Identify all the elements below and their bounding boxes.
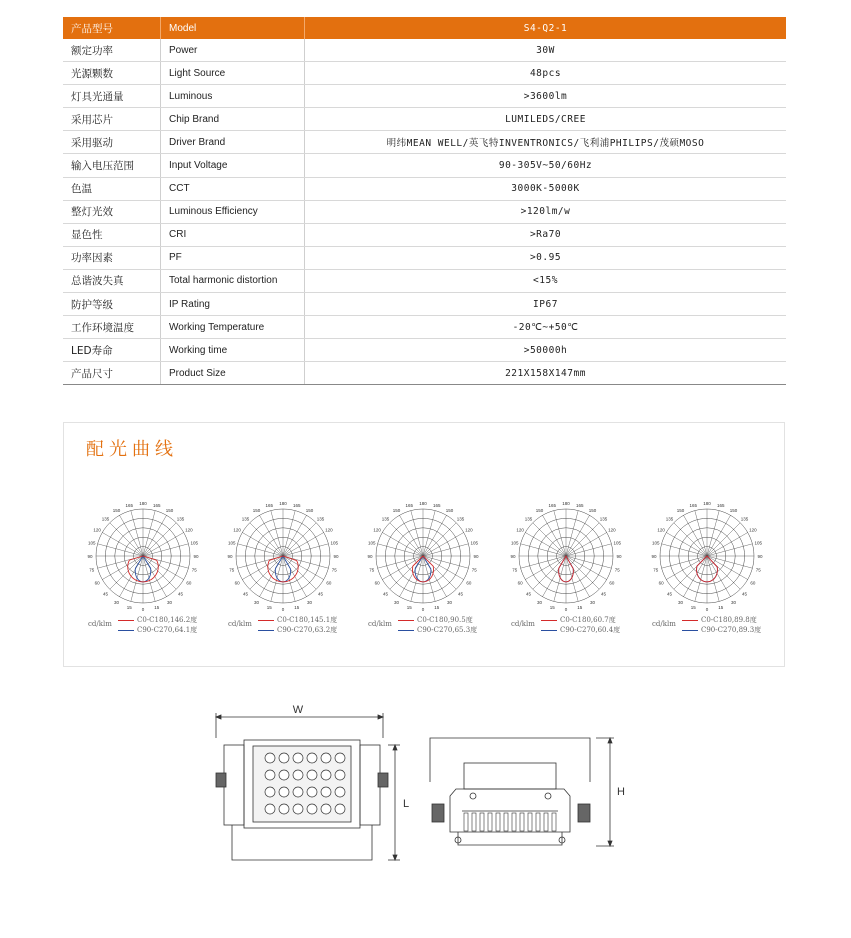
legend-c0-text: C0-C180,60.7度 bbox=[560, 616, 616, 624]
angle-label: 120 bbox=[465, 527, 473, 533]
spec-value: 30W bbox=[305, 39, 787, 62]
angle-label: 165 bbox=[689, 502, 698, 508]
polar-legend bbox=[511, 615, 661, 645]
angle-label: 60 bbox=[658, 580, 664, 586]
spec-label-en: Driver Brand bbox=[161, 131, 305, 154]
spec-row bbox=[63, 269, 786, 292]
angle-label: 105 bbox=[613, 540, 621, 546]
spec-row bbox=[63, 316, 786, 339]
angle-label: 120 bbox=[373, 527, 381, 533]
spec-header-row bbox=[63, 17, 786, 39]
spec-label-en: Working time bbox=[161, 339, 305, 362]
spec-table bbox=[63, 17, 786, 385]
angle-label: 150 bbox=[535, 508, 544, 514]
angle-label: 150 bbox=[676, 508, 685, 514]
light-distribution-panel bbox=[63, 422, 785, 667]
side-view bbox=[430, 738, 614, 846]
angle-label: 30 bbox=[536, 599, 543, 605]
spec-value: IP67 bbox=[305, 293, 787, 316]
angle-label: 120 bbox=[657, 527, 665, 533]
angle-label: 15 bbox=[266, 605, 272, 611]
spec-row bbox=[63, 177, 786, 200]
angle-label: 45 bbox=[317, 591, 324, 597]
spec-value: >120lm/w bbox=[305, 200, 787, 223]
spec-label-en: CCT bbox=[161, 177, 305, 200]
spec-label-zh: 输入电压范围 bbox=[63, 154, 161, 177]
angle-label: 105 bbox=[228, 540, 236, 546]
spec-label-zh: 光源颗数 bbox=[63, 62, 161, 85]
angle-label: 135 bbox=[665, 516, 674, 522]
angle-label: 60 bbox=[517, 580, 523, 586]
angle-label: 150 bbox=[445, 508, 454, 514]
angle-label: 0 bbox=[564, 607, 568, 612]
heatsink-fins bbox=[464, 813, 556, 831]
spec-row bbox=[63, 39, 786, 62]
angle-label: 90 bbox=[193, 554, 199, 559]
angle-label: 75 bbox=[512, 567, 518, 573]
blue-swatch bbox=[118, 630, 134, 631]
angle-label: 150 bbox=[305, 508, 314, 514]
angle-label: 15 bbox=[577, 605, 583, 611]
spec-label-en: Model bbox=[161, 17, 305, 39]
angle-label: 75 bbox=[229, 567, 235, 573]
angle-label: 75 bbox=[755, 567, 761, 573]
angle-label: 180 bbox=[562, 501, 570, 506]
angle-label: 90 bbox=[616, 554, 622, 559]
spec-value: >3600lm bbox=[305, 85, 787, 108]
spec-value: >50000h bbox=[305, 339, 787, 362]
spec-label-en: Chip Brand bbox=[161, 108, 305, 131]
angle-label: 75 bbox=[191, 567, 197, 573]
blue-swatch bbox=[398, 630, 414, 631]
legend-c0 bbox=[682, 615, 757, 625]
legend-c0-text: C0-C180,89.8度 bbox=[701, 616, 757, 624]
spec-label-zh: 总谐波失真 bbox=[63, 269, 161, 292]
angle-label: 105 bbox=[652, 540, 660, 546]
spec-value: >0.95 bbox=[305, 246, 787, 269]
light-distribution-title: 配光曲线 bbox=[86, 439, 178, 460]
legend-c90-text: C90-C270,60.4度 bbox=[560, 626, 621, 634]
angle-label: 90 bbox=[651, 554, 657, 559]
angle-label: 150 bbox=[165, 508, 174, 514]
angle-label: 75 bbox=[89, 567, 95, 573]
angle-label: 30 bbox=[166, 599, 173, 605]
angle-label: 105 bbox=[368, 540, 376, 546]
angle-label: 45 bbox=[242, 591, 249, 597]
angle-label: 45 bbox=[666, 591, 673, 597]
angle-label: 45 bbox=[382, 591, 389, 597]
spec-label-en: CRI bbox=[161, 223, 305, 246]
legend-unit: cd/klm bbox=[511, 620, 535, 628]
red-swatch bbox=[258, 620, 274, 621]
angle-label: 135 bbox=[456, 516, 465, 522]
angle-label: 165 bbox=[152, 502, 161, 508]
spec-label-en: Input Voltage bbox=[161, 154, 305, 177]
spec-label-zh: LED寿命 bbox=[63, 339, 161, 362]
angle-label: 150 bbox=[112, 508, 121, 514]
legend-c90-text: C90-C270,64.1度 bbox=[137, 626, 198, 634]
polar-legend bbox=[368, 615, 518, 645]
angle-label: 105 bbox=[88, 540, 96, 546]
spec-row bbox=[63, 62, 786, 85]
angle-label: 165 bbox=[575, 502, 584, 508]
spec-label-zh: 产品尺寸 bbox=[63, 362, 161, 385]
spec-label-en: PF bbox=[161, 246, 305, 269]
angle-label: 135 bbox=[176, 516, 185, 522]
angle-label: 150 bbox=[252, 508, 261, 514]
blue-swatch bbox=[541, 630, 557, 631]
legend-c0-text: C0-C180,145.1度 bbox=[277, 616, 338, 624]
angle-label: 165 bbox=[265, 502, 274, 508]
angle-label: 30 bbox=[306, 599, 313, 605]
angle-label: 45 bbox=[177, 591, 184, 597]
angle-label: 165 bbox=[432, 502, 441, 508]
angle-label: 0 bbox=[141, 607, 145, 612]
spec-label-en: Luminous bbox=[161, 85, 305, 108]
red-swatch bbox=[682, 620, 698, 621]
height-label: H bbox=[617, 786, 625, 798]
angle-label: 0 bbox=[421, 607, 425, 612]
angle-label: 180 bbox=[279, 501, 287, 506]
spec-row bbox=[63, 223, 786, 246]
spec-label-zh: 功率因素 bbox=[63, 246, 161, 269]
legend-c0 bbox=[258, 615, 337, 625]
spec-label-en: Product Size bbox=[161, 362, 305, 385]
spec-label-zh: 采用芯片 bbox=[63, 108, 161, 131]
angle-label: 30 bbox=[677, 599, 684, 605]
spec-label-zh: 工作环境温度 bbox=[63, 316, 161, 339]
spec-label-zh: 防护等级 bbox=[63, 293, 161, 316]
dimension-drawings bbox=[208, 700, 628, 874]
front-view bbox=[216, 713, 400, 860]
spec-value: 3000K-5000K bbox=[305, 177, 787, 200]
spec-label-zh: 灯具光通量 bbox=[63, 85, 161, 108]
spec-label-en: Light Source bbox=[161, 62, 305, 85]
angle-label: 150 bbox=[729, 508, 738, 514]
angle-label: 120 bbox=[749, 527, 757, 533]
legend-c90 bbox=[541, 625, 620, 635]
angle-label: 105 bbox=[754, 540, 762, 546]
angle-label: 120 bbox=[516, 527, 524, 533]
angle-label: 75 bbox=[471, 567, 477, 573]
angle-label: 105 bbox=[511, 540, 519, 546]
angle-label: 15 bbox=[549, 605, 555, 611]
angle-label: 120 bbox=[608, 527, 616, 533]
angle-label: 120 bbox=[325, 527, 333, 533]
polar-legend bbox=[228, 615, 378, 645]
spec-label-en: Power bbox=[161, 39, 305, 62]
angle-label: 60 bbox=[326, 580, 332, 586]
spec-value: S4-Q2-1 bbox=[305, 17, 787, 39]
angle-label: 90 bbox=[367, 554, 373, 559]
spec-label-zh: 采用驱动 bbox=[63, 131, 161, 154]
spec-row bbox=[63, 131, 786, 154]
spec-row bbox=[63, 339, 786, 362]
angle-label: 15 bbox=[690, 605, 696, 611]
angle-label: 135 bbox=[241, 516, 250, 522]
angle-label: 165 bbox=[716, 502, 725, 508]
angle-label: 30 bbox=[393, 599, 400, 605]
angle-label: 90 bbox=[473, 554, 479, 559]
legend-c90 bbox=[258, 625, 337, 635]
legend-unit: cd/klm bbox=[228, 620, 252, 628]
angle-label: 150 bbox=[588, 508, 597, 514]
spec-label-en: Total harmonic distortion bbox=[161, 269, 305, 292]
spec-row bbox=[63, 293, 786, 316]
angle-label: 60 bbox=[186, 580, 192, 586]
red-swatch bbox=[118, 620, 134, 621]
polar-legend bbox=[88, 615, 238, 645]
spec-row bbox=[63, 154, 786, 177]
legend-c0-text: C0-C180,146.2度 bbox=[137, 616, 198, 624]
angle-label: 75 bbox=[369, 567, 375, 573]
angle-label: 180 bbox=[703, 501, 711, 506]
angle-label: 135 bbox=[740, 516, 749, 522]
angle-label: 90 bbox=[87, 554, 93, 559]
spec-value: LUMILEDS/CREE bbox=[305, 108, 787, 131]
angle-label: 60 bbox=[94, 580, 100, 586]
spec-row bbox=[63, 108, 786, 131]
legend-c0 bbox=[541, 615, 616, 625]
angle-label: 105 bbox=[330, 540, 338, 546]
legend-c90-text: C90-C270,65.3度 bbox=[417, 626, 478, 634]
spec-label-zh: 色温 bbox=[63, 177, 161, 200]
legend-c90-text: C90-C270,89.3度 bbox=[701, 626, 762, 634]
angle-label: 120 bbox=[185, 527, 193, 533]
angle-label: 135 bbox=[316, 516, 325, 522]
spec-value: 48pcs bbox=[305, 62, 787, 85]
angle-label: 30 bbox=[446, 599, 453, 605]
legend-c90 bbox=[118, 625, 197, 635]
angle-label: 0 bbox=[281, 607, 285, 612]
angle-label: 60 bbox=[466, 580, 472, 586]
angle-label: 15 bbox=[406, 605, 412, 611]
spec-label-en: Luminous Efficiency bbox=[161, 200, 305, 223]
spec-row bbox=[63, 246, 786, 269]
angle-label: 120 bbox=[233, 527, 241, 533]
angle-label: 120 bbox=[93, 527, 101, 533]
angle-label: 135 bbox=[101, 516, 110, 522]
legend-c0-text: C0-C180,90.5度 bbox=[417, 616, 473, 624]
spec-row bbox=[63, 200, 786, 223]
angle-label: 180 bbox=[419, 501, 427, 506]
angle-label: 15 bbox=[154, 605, 160, 611]
spec-value: 90-305V~50/60Hz bbox=[305, 154, 787, 177]
angle-label: 60 bbox=[609, 580, 615, 586]
angle-label: 75 bbox=[653, 567, 659, 573]
spec-row bbox=[63, 85, 786, 108]
spec-value: <15% bbox=[305, 269, 787, 292]
angle-label: 45 bbox=[525, 591, 532, 597]
dimension-drawing-svg bbox=[208, 700, 628, 870]
angle-label: 165 bbox=[405, 502, 414, 508]
spec-value: 明纬MEAN WELL/英飞特INVENTRONICS/飞利浦PHILIPS/茂硕MOSO bbox=[305, 131, 787, 154]
angle-label: 135 bbox=[524, 516, 533, 522]
red-swatch bbox=[398, 620, 414, 621]
angle-label: 30 bbox=[253, 599, 260, 605]
angle-label: 105 bbox=[190, 540, 198, 546]
legend-c90 bbox=[682, 625, 761, 635]
angle-label: 165 bbox=[125, 502, 134, 508]
length-label: L bbox=[403, 798, 410, 810]
angle-label: 60 bbox=[750, 580, 756, 586]
spec-row bbox=[63, 362, 786, 385]
angle-label: 75 bbox=[614, 567, 620, 573]
blue-swatch bbox=[682, 630, 698, 631]
spec-label-en: Working Temperature bbox=[161, 316, 305, 339]
angle-label: 30 bbox=[730, 599, 737, 605]
angle-label: 90 bbox=[757, 554, 763, 559]
red-swatch bbox=[541, 620, 557, 621]
legend-c0 bbox=[118, 615, 197, 625]
angle-label: 45 bbox=[457, 591, 464, 597]
angle-label: 15 bbox=[126, 605, 132, 611]
angle-label: 165 bbox=[292, 502, 301, 508]
angle-label: 90 bbox=[333, 554, 339, 559]
legend-c90-text: C90-C270,63.2度 bbox=[277, 626, 338, 634]
angle-label: 45 bbox=[102, 591, 109, 597]
legend-unit: cd/klm bbox=[652, 620, 676, 628]
angle-label: 30 bbox=[589, 599, 596, 605]
angle-label: 0 bbox=[705, 607, 709, 612]
angle-label: 45 bbox=[600, 591, 607, 597]
spec-label-zh: 额定功率 bbox=[63, 39, 161, 62]
legend-c90 bbox=[398, 625, 477, 635]
angle-label: 60 bbox=[234, 580, 240, 586]
legend-unit: cd/klm bbox=[368, 620, 392, 628]
spec-label-zh: 显色性 bbox=[63, 223, 161, 246]
spec-label-zh: 产品型号 bbox=[63, 17, 161, 39]
angle-label: 15 bbox=[434, 605, 440, 611]
spec-label-zh: 整灯光效 bbox=[63, 200, 161, 223]
spec-label-en: IP Rating bbox=[161, 293, 305, 316]
angle-label: 60 bbox=[374, 580, 380, 586]
angle-label: 150 bbox=[392, 508, 401, 514]
spec-value: >Ra70 bbox=[305, 223, 787, 246]
spec-value: 221X158X147mm bbox=[305, 362, 787, 385]
angle-label: 45 bbox=[741, 591, 748, 597]
angle-label: 90 bbox=[227, 554, 233, 559]
polar-legend bbox=[652, 615, 802, 645]
angle-label: 135 bbox=[381, 516, 390, 522]
legend-unit: cd/klm bbox=[88, 620, 112, 628]
width-label: W bbox=[292, 704, 304, 716]
angle-label: 180 bbox=[139, 501, 147, 506]
angle-label: 75 bbox=[331, 567, 337, 573]
angle-label: 90 bbox=[510, 554, 516, 559]
spec-value: -20℃~+50℃ bbox=[305, 316, 787, 339]
blue-swatch bbox=[258, 630, 274, 631]
angle-label: 15 bbox=[294, 605, 300, 611]
angle-label: 30 bbox=[113, 599, 120, 605]
angle-label: 15 bbox=[718, 605, 724, 611]
angle-label: 105 bbox=[470, 540, 478, 546]
angle-label: 165 bbox=[548, 502, 557, 508]
legend-c0 bbox=[398, 615, 473, 625]
angle-label: 135 bbox=[599, 516, 608, 522]
